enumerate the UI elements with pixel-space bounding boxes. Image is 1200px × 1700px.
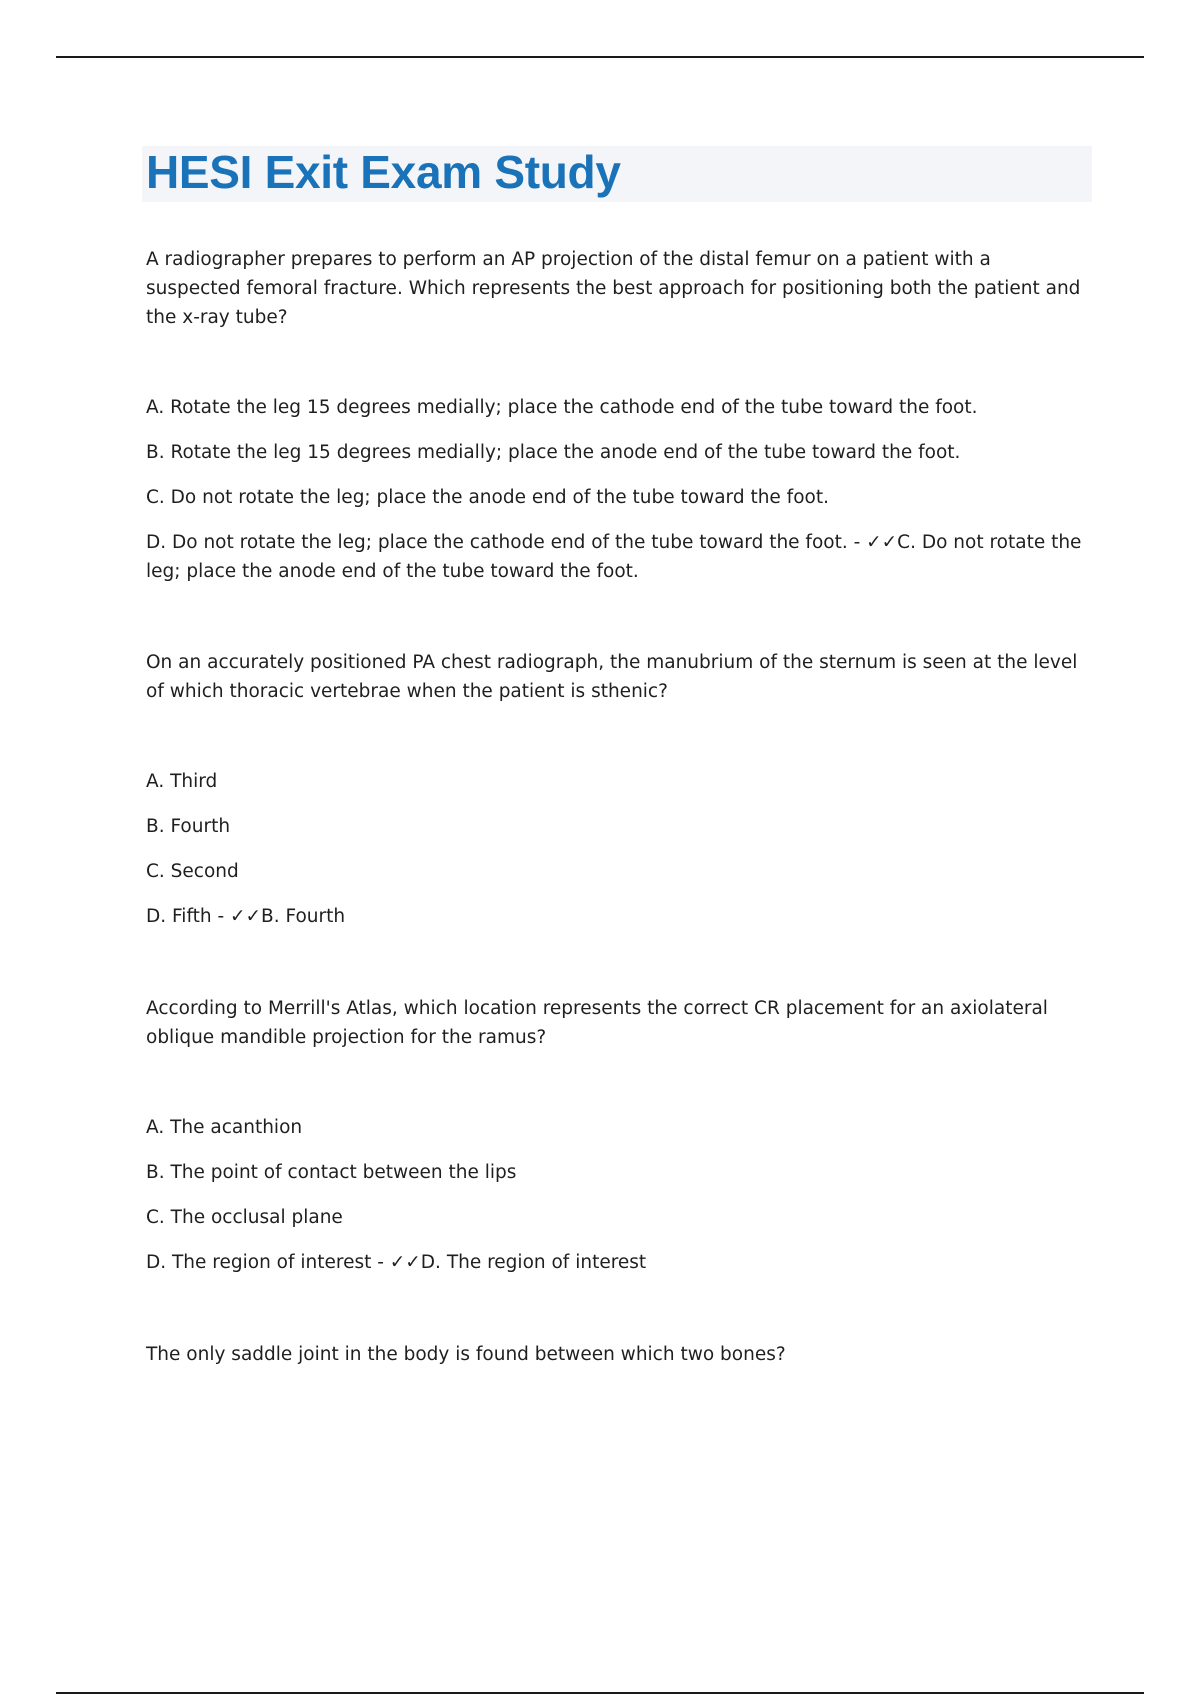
question-1-option-c: C. Do not rotate the leg; place the anode end of the tube toward the foot. (146, 487, 829, 508)
document-body (146, 245, 1086, 1369)
question-2-option-b: B. Fourth (146, 816, 231, 837)
document-title: HESI Exit Exam Study (146, 146, 621, 198)
question-4: The only saddle joint in the body is found between which two bones? (146, 1344, 786, 1365)
question-1-option-d-with-answer: D. Do not rotate the leg; place the cathode end of the tube toward the foot. - ✓✓C. Do not rotate the leg; place the anode end of the tube toward the foot. (146, 532, 1082, 582)
question-2-option-a: A. Third (146, 771, 218, 792)
question-1-option-b: B. Rotate the leg 15 degrees medially; place the anode end of the tube toward the foot. (146, 442, 961, 463)
question-3-option-a: A. The acanthion (146, 1117, 303, 1138)
question-2-option-c: C. Second (146, 861, 239, 882)
question-1: A radiographer prepares to perform an AP projection of the distal femur on a patient with a suspected femoral fracture. Which represents the best approach for positioning both the patient and the x-ray tube? (146, 249, 1081, 328)
question-3-options (146, 1113, 1086, 1277)
question-1-option-a: A. Rotate the leg 15 degrees medially; place the cathode end of the tube toward the foot. (146, 397, 978, 418)
header-rule (56, 56, 1144, 58)
question-2: On an accurately positioned PA chest radiograph, the manubrium of the sternum is seen at the level of which thoracic vertebrae when the patient is sthenic? (146, 652, 1078, 702)
question-3: According to Merrill's Atlas, which location represents the correct CR placement for an axiolateral oblique mandible projection for the ramus? (146, 998, 1048, 1048)
question-2-options (146, 767, 1086, 931)
question-3-option-b: B. The point of contact between the lips (146, 1162, 517, 1183)
question-2-option-d-with-answer: D. Fifth - ✓✓B. Fourth (146, 906, 346, 927)
question-1-options (146, 393, 1086, 586)
footer-rule (56, 1692, 1144, 1694)
question-3-option-d-with-answer: D. The region of interest - ✓✓D. The region of interest (146, 1252, 647, 1273)
question-3-option-c: C. The occlusal plane (146, 1207, 343, 1228)
